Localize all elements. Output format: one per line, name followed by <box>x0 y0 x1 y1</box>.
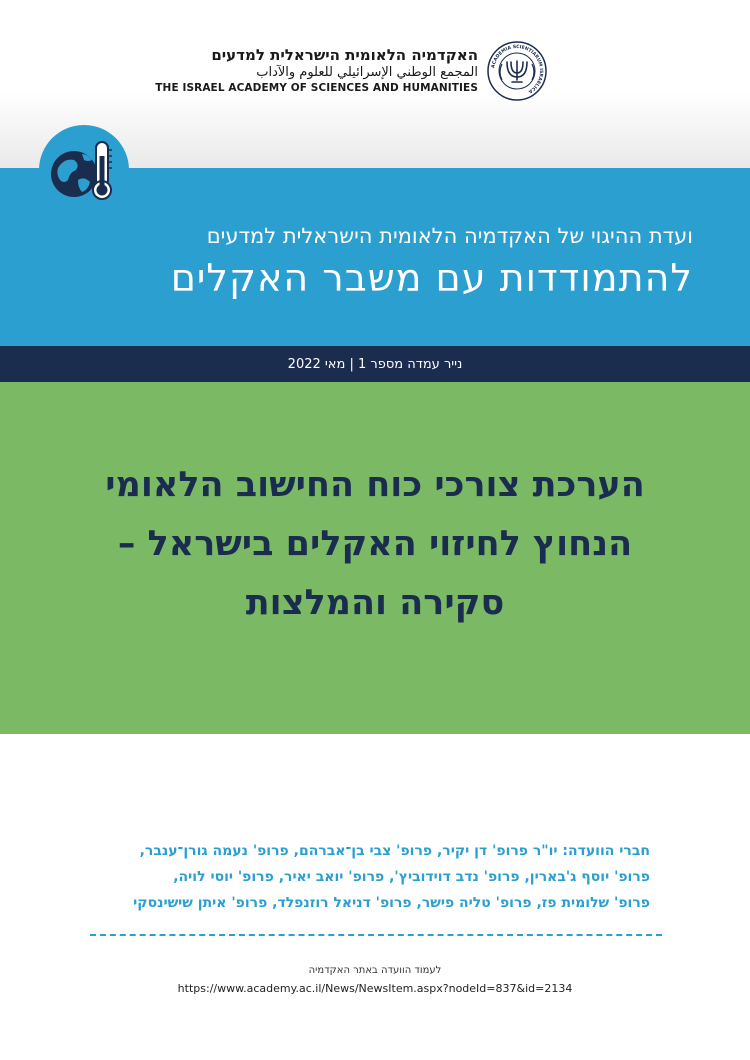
title-line: הנחוץ לחיזוי האקלים בישראל – <box>117 524 633 564</box>
academy-name-hebrew: האקדמיה הלאומית הישראלית למדעים <box>211 46 478 64</box>
members-line: חברי הוועדה: יו"ר פרופ' דן יקיר, פרופ' צבי בן־אברהם, פרופ' נעמה גורן־ענבר, <box>139 843 650 859</box>
members-line: פרופ' יוסף ג'בארין, פרופ' נדב דוידוביץ', פרופ' יואב יאיר, פרופ' יוסי לויה, <box>173 869 650 885</box>
committee-topic: להתמודדות עם משבר האקלים <box>170 256 693 300</box>
committee-members <box>30 838 650 916</box>
academy-name-english: THE ISRAEL ACADEMY OF SCIENCES AND HUMANITIES <box>155 82 478 94</box>
title-line: סקירה והמלצות <box>245 583 505 623</box>
document-title <box>40 456 710 633</box>
academy-name-arabic: المجمع الوطني الإسرائيلي للعلوم والآداب <box>256 65 478 80</box>
dashed-divider <box>90 934 662 936</box>
globe-thermometer-icon <box>38 124 130 216</box>
committee-name: ועדת ההיגוי של האקדמיה הלאומית הישראלית למדעים <box>206 224 693 248</box>
title-line: הערכת צורכי כוח החישוב הלאומי <box>105 465 645 505</box>
members-line: פרופ' שלומית פז, פרופ' טליה פישר, פרופ' דניאל רוזנפלד, פרופ' איתן שישינסקי <box>133 895 650 911</box>
committee-page-link[interactable]: https://www.academy.ac.il/News/NewsItem.aspx?nodeId=837&id=2134 <box>177 982 573 995</box>
academy-name-block <box>155 46 478 95</box>
academy-seal-menorah-icon <box>486 40 548 102</box>
committee-page-label: לעמוד הוועדה באתר האקדמיה <box>308 965 442 976</box>
paper-number-date: נייר עמדה מספר 1 | מאי 2022 <box>287 357 463 372</box>
seal-latin-text: ACADEMIA SCIENTIARUM ISRAELICA <box>491 44 544 94</box>
